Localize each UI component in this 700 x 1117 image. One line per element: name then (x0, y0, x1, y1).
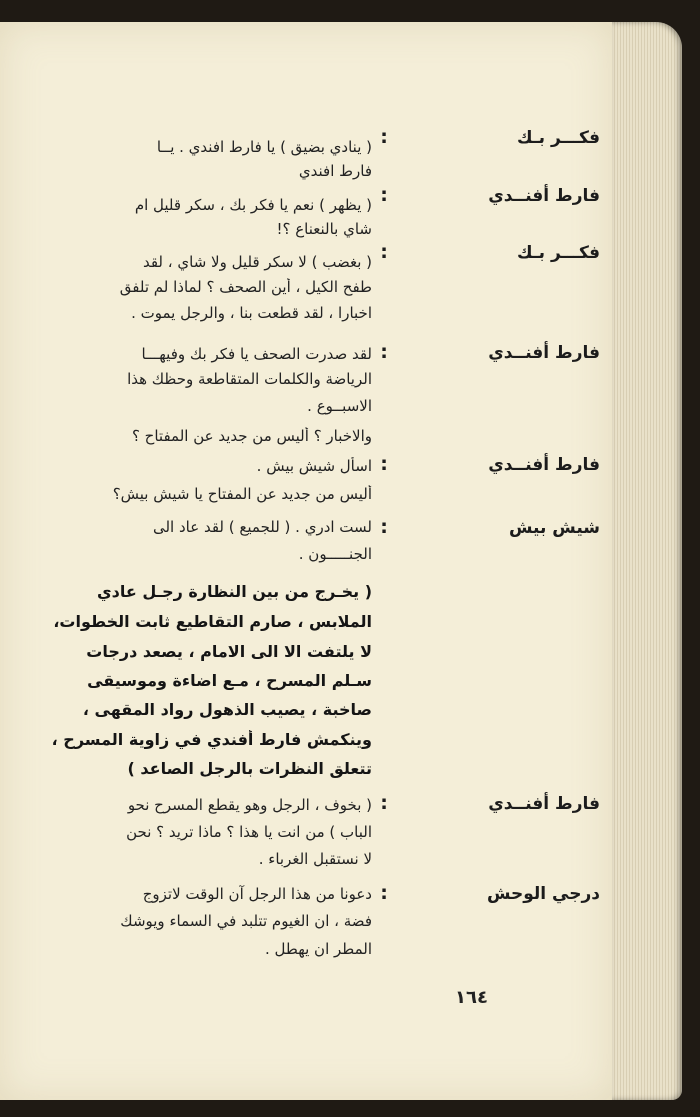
speaker-colon: : (380, 241, 388, 263)
speaker-name: فارط أفنــدي (488, 455, 600, 475)
dialogue-line: لست ادري . ( للجميع ) لقد عاد الى (152, 518, 372, 536)
dialogue-line: والاخبار ؟ أليس من جديد عن المفتاح ؟ (131, 427, 372, 445)
dialogue-line: ( بخوف ، الرجل وهو يقطع المسرح نحو (127, 796, 372, 814)
dialogue-line: شاي بالنعناع ؟! (276, 220, 372, 238)
speaker-colon: : (380, 792, 388, 814)
page-edge (612, 22, 682, 1100)
dialogue-line: اخبارا ، لقد قطعت بنا ، والرجل يموت . (131, 304, 372, 322)
dialogue-line: ( يظهر ) نعم يا فكر بك ، سكر قليل ام (134, 196, 372, 214)
stage-direction-line: صاخبة ، يصيب الذهول رواد المقهى ، (82, 700, 372, 719)
speaker-colon: : (380, 126, 388, 148)
speaker-name: فارط أفنــدي (488, 186, 600, 206)
dialogue-line: فارط افندي (298, 162, 372, 180)
dialogue-line: لا نستقبل الغرباء . (258, 850, 372, 868)
speaker-name: شيش بيش (509, 518, 600, 538)
stage-direction-line: الملابس ، صارم التقاطيع ثابت الخطوات، (53, 612, 372, 631)
stage-direction-line: ( يخـرج من بين النظارة رجـل عادي (96, 582, 372, 601)
speaker-colon: : (380, 882, 388, 904)
dialogue-line: الجنـــــون . (298, 545, 372, 563)
speaker-name: درجي الوحش (486, 884, 600, 904)
dialogue-line: ( ينادي بضيق ) يا فارط افندي . يــا (156, 138, 372, 156)
page-number: ١٦٤ (455, 987, 488, 1008)
dialogue-line: لقد صدرت الصحف يا فكر بك وفيهـــا (141, 345, 372, 363)
stage-direction-line: لا يلتفت الا الى الامام ، يصعد درجات (86, 642, 372, 661)
dialogue-line: المطر ان يهطل . (265, 940, 372, 958)
dialogue-line: طفح الكيل ، أين الصحف ؟ لماذا لم تلفق (119, 278, 372, 296)
stage-direction-line: وينكمش فارط أفندي في زاوية المسرح ، (51, 730, 372, 749)
speaker-colon: : (380, 453, 388, 475)
speaker-colon: : (380, 184, 388, 206)
stage-direction-line: سـلم المسرح ، مـع اضاءة وموسيقى (87, 671, 372, 690)
speaker-name: فكـــر بـك (517, 243, 600, 263)
speaker-name: فكـــر بـك (517, 128, 600, 148)
dialogue-line: الاسبــوع . (307, 397, 372, 415)
dialogue-line: ( بغضب ) لا سكر قليل ولا شاي ، لقد (142, 253, 372, 271)
dialogue-line: الرياضة والكلمات المتقاطعة وحظك هذا (127, 370, 372, 388)
speaker-name: فارط أفنــدي (488, 794, 600, 814)
dialogue-line: اسأل شيش بيش . (256, 457, 372, 475)
dialogue-line: دعونا من هذا الرجل آن الوقت لاتزوج (142, 885, 372, 903)
stage-direction-line: تتعلق النظرات بالرجل الصاعد ) (127, 759, 372, 778)
speaker-colon: : (380, 341, 388, 363)
speaker-name: فارط أفنــدي (488, 343, 600, 363)
speaker-colon: : (380, 516, 388, 538)
dialogue-line: الباب ) من انت يا هذا ؟ ماذا تريد ؟ نحن (126, 823, 372, 841)
dialogue-line: أليس من جديد عن المفتاح يا شيش بيش؟ (112, 485, 372, 503)
dialogue-line: فضة ، ان الغيوم تتلبد في السماء ويوشك (120, 912, 372, 930)
